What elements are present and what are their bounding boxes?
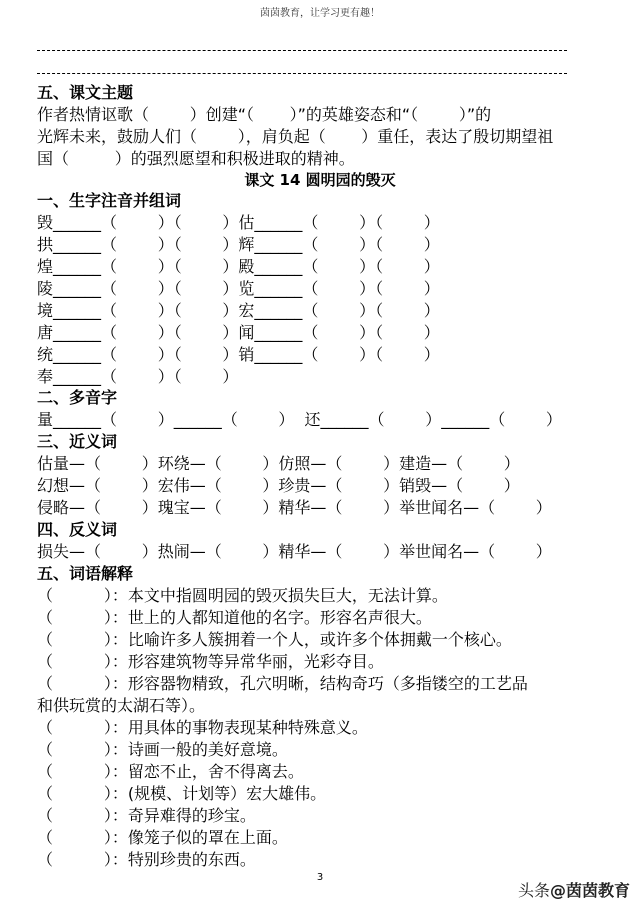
definition-line: （ ）：(规模、计划等）宏大雄伟。 bbox=[37, 784, 327, 803]
exercise-line: 唐______（ ）（ ）闻______（ ）（ ） bbox=[37, 323, 440, 342]
definition-line: （ ）：形容建筑物等异常华丽，光彩夺目。 bbox=[37, 652, 384, 671]
page-number: 3 bbox=[316, 872, 324, 883]
definition-line: （ ）：诗画一般的美好意境。 bbox=[37, 740, 288, 759]
exercise-line: 估量—（ ）环绕—（ ）仿照—（ ）建造—（ ） bbox=[37, 454, 520, 473]
exercise-line: 境______（ ）（ ）宏______（ ）（ ） bbox=[37, 301, 440, 320]
section-heading: 五、词语解释 bbox=[37, 564, 134, 583]
section-heading: 一、生字注音并组词 bbox=[37, 191, 182, 210]
theme-line: 光辉未来，鼓励人们（ ），肩负起（ ）重任，表达了殷切期望祖 bbox=[37, 127, 554, 146]
exercise-line: 煌______（ ）（ ）殿______（ ）（ ） bbox=[37, 257, 440, 276]
definition-line: （ ）：特别珍贵的东西。 bbox=[37, 850, 256, 869]
exercise-line: 拱______（ ）（ ）辉______（ ）（ ） bbox=[37, 235, 440, 254]
watermark-handle: @茵茵教育 bbox=[549, 881, 630, 900]
exercise-line: 量______（ ）______（ ） 还______（ ）______（ ） bbox=[37, 410, 562, 429]
section-heading: 三、近义词 bbox=[37, 432, 118, 451]
exercise-line: 毁______（ ）（ ）估______（ ）（ ） bbox=[37, 213, 440, 232]
definition-line: （ ）：形容器物精致，孔穴明晰，结构奇巧（多指镂空的工艺品 bbox=[37, 674, 528, 693]
section-heading: 四、反义词 bbox=[37, 520, 118, 539]
lesson-title: 课文 14 圆明园的毁灭 bbox=[244, 171, 396, 189]
watermark bbox=[518, 878, 630, 901]
exercise-line: 奉______（ ）（ ） bbox=[37, 367, 239, 386]
exercise-line: 损失—（ ）热闹—（ ）精华—（ ）举世闻名—（ ） bbox=[37, 542, 552, 561]
theme-line: 国（ ）的强烈愿望和积极进取的精神。 bbox=[37, 149, 355, 168]
definition-line: （ ）：奇异难得的珍宝。 bbox=[37, 806, 256, 825]
definition-line: （ ）：世上的人都知道他的名字。形容名声很大。 bbox=[37, 608, 432, 627]
definition-line: （ ）：像笼子似的罩在上面。 bbox=[37, 828, 288, 847]
section-theme-heading: 五、课文主题 bbox=[37, 83, 134, 102]
exercise-line: 陵______（ ）（ ）览______（ ）（ ） bbox=[37, 279, 440, 298]
definition-line: （ ）：本文中指圆明园的毁灭损失巨大，无法计算。 bbox=[37, 586, 448, 605]
definition-line: （ ）：比喻许多人簇拥着一个人，或许多个体拥戴一个核心。 bbox=[37, 630, 512, 649]
exercise-line: 幻想—（ ）宏伟—（ ）珍贵—（ ）销毁—（ ） bbox=[37, 476, 520, 495]
definition-line: （ ）：留恋不止，舍不得离去。 bbox=[37, 762, 304, 781]
answer-line-1 bbox=[37, 50, 567, 51]
exercise-line: 侵略—（ ）瑰宝—（ ）精华—（ ）举世闻名—（ ） bbox=[37, 498, 552, 517]
exercise-line: 统______（ ）（ ）销______（ ）（ ） bbox=[37, 345, 440, 364]
watermark-prefix: 头条 bbox=[517, 881, 550, 900]
definition-line: 和供玩赏的太湖石等）。 bbox=[37, 696, 206, 715]
definition-line: （ ）：用具体的事物表现某种特殊意义。 bbox=[37, 718, 368, 737]
section-heading: 二、多音字 bbox=[37, 388, 118, 407]
answer-line-2 bbox=[37, 73, 567, 74]
page-header: 茵茵教育，让学习更有趣！ bbox=[260, 8, 380, 19]
theme-line: 作者热情讴歌（ ）创建“（ ）”的英雄姿态和“（ ）”的 bbox=[37, 105, 492, 124]
